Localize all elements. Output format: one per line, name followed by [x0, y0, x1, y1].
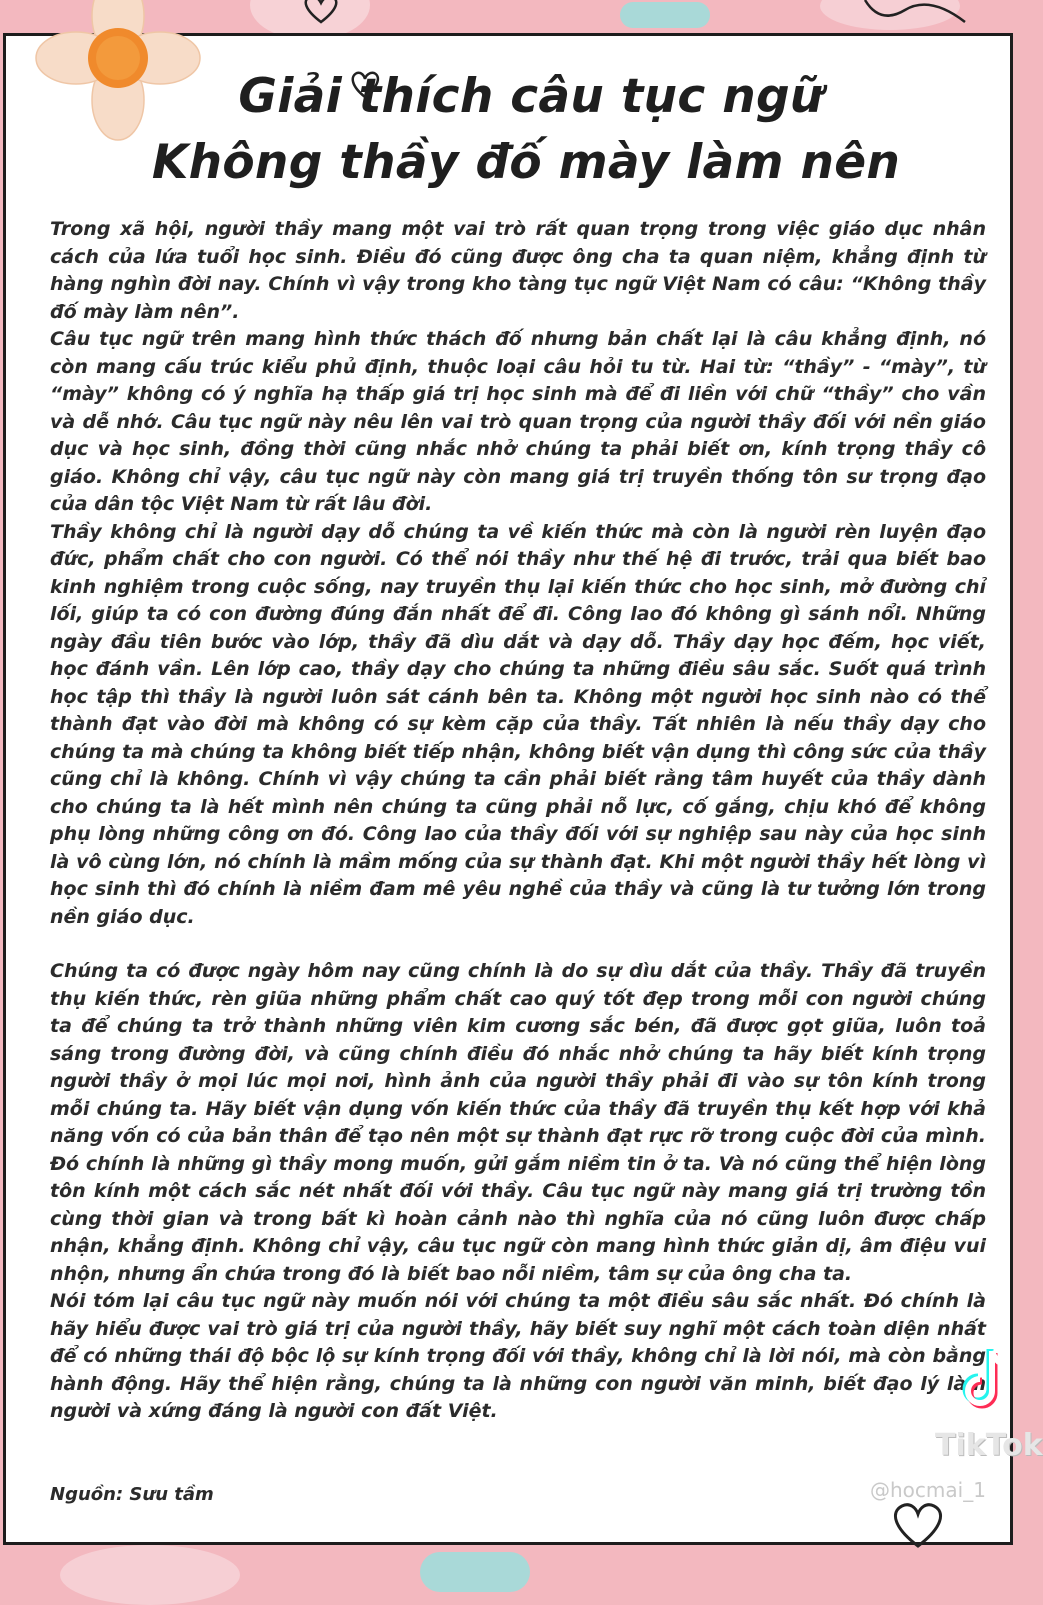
- background-blob: [620, 2, 710, 28]
- paragraph: Thầy không chỉ là người dạy dỗ chúng ta về kiến thức mà còn là người rèn luyện đạo đức, phẩm chất cho con người. Có thể nói thầy như thế hệ đi trước, trải qua biết bao kinh nghiệm trong cuộc sống, nay truyền thụ lại kiến thức cho học sinh, mở đường chỉ lối, giúp ta có con đường đúng đắn nhất để đi. Công lao đó không gì sánh nổi. Những ngày đầu tiên bước vào lớp, thầy đã dìu dắt và dạy dỗ. Thầy dạy học đếm, học viết, học đánh vần. Lên lớp cao, thầy dạy cho chúng ta những điều sâu sắc. Suốt quá trình học tập thì thầy là người luôn sát cánh bên ta. Không một người học sinh nào có thể thành đạt vào đời mà không có sự kèm cặp của thầy. Tất nhiên là nếu thầy dạy cho chúng ta mà chúng ta không biết tiếp nhận, không biết vận dụng thì công sức của thầy cũng chỉ là không. Chính vì vậy chúng ta cần phải biết rằng tâm huyết của thầy dành cho chúng ta là hết mình nên chúng ta cũng phải nỗ lực, cố gắng, chịu khó để không phụ lòng những công ơn đó. Công lao của thầy đối với sự nghiệp sau này của học sinh là vô cùng lớn, nó chính là mầm mống của sự thành đạt. Khi một người thầy hết lòng vì học sinh thì đó chính là niềm đam mê yêu nghề của thầy và cũng là tư tưởng lớn trong nền giáo dục.: [50, 520, 986, 928]
- paragraph: Chúng ta có được ngày hôm nay cũng chính là do sự dìu dắt của thầy. Thầy đã truyền thụ kiến thức, rèn giũa những phẩm chất cao quý tốt đẹp trong mỗi con người chúng ta để chúng ta trở thành những viên kim cương sắc bén, đã được gọt giũa, luôn toả sáng trong đường đời, và cũng chính điều đó nhắc nhở chúng ta hãy biết kính trọng người thầy ở mọi lúc mọi nơi, hình ảnh của người thầy phải đi vào sự tôn kính trong mỗi chúng ta. Hãy biết vận dụng vốn kiến thức của thầy đã truyền thụ kết hợp với khả năng vốn có của bản thân để tạo nên một sự thành đạt rực rỡ trong cuộc đời của mình. Đó chính là những gì thầy mong muốn, gửi gắm niềm tin ở ta. Và nó cũng thể hiện lòng tôn kính một cách sắc nét nhất đối với thầy. Câu tục ngữ này mang giá trị trường tồn cùng thời gian và trong bất kì hoàn cảnh nào thì nghĩa của nó cũng luôn được chấp nhận, khẳng định. Không chỉ vậy, câu tục ngữ còn mang hình thức giản dị, âm điệu vui nhộn, nhưng ẩn chứa trong đó là biết bao nỗi niềm, tâm sự của ông cha ta.: [50, 960, 986, 1285]
- document-card: [3, 33, 1013, 1545]
- source-credit: Nguồn: Sưu tầm: [50, 1484, 214, 1505]
- heart-icon: [300, 0, 342, 24]
- paragraph: Trong xã hội, người thầy mang một vai trò rất quan trọng trong việc giáo dục nhân cách của lứa tuổi học sinh. Điều đó cũng được ông cha ta quan niệm, khẳng định từ hàng nghìn đời nay. Chính vì vậy trong kho tàng tục ngữ Việt Nam có câu: “Không thầy đố mày làm nên”.: [50, 218, 986, 323]
- doodle-line-icon: [860, 0, 970, 30]
- flower-icon: [38, 0, 198, 138]
- tiktok-icon: [962, 1345, 1018, 1415]
- paragraph: Câu tục ngữ trên mang hình thức thách đố nhưng bản chất lại là câu khẳng định, nó còn mang cấu trúc kiểu phủ định, thuộc loại câu hỏi tu từ. Hai từ: “thầy” - “mày”, từ “mày” không có ý nghĩa hạ thấp giá trị học sinh mà để đi liền với chữ “thầy” cho vần và dễ nhớ. Câu tục ngữ này nêu lên vai trò quan trọng của người thầy đối với nền giáo dục và học sinh, đồng thời cũng nhắc nhở chúng ta phải biết ơn, kính trọng thầy cô giáo. Không chỉ vậy, câu tục ngữ này còn mang giá trị truyền thống tôn sư trọng đạo của dân tộc Việt Nam từ rất lâu đời.: [50, 328, 986, 515]
- tiktok-watermark: TikTok: [935, 1428, 1043, 1463]
- essay-body: [50, 216, 986, 1426]
- background-blob: [420, 1552, 530, 1592]
- heart-icon: [348, 70, 382, 100]
- heart-icon: [888, 1500, 948, 1550]
- watermark-handle: @hocmai_1: [870, 1478, 986, 1502]
- title-line-1: Giải thích câu tục ngữ: [238, 69, 824, 124]
- title-line-2: Không thầy đố mày làm nên: [151, 135, 901, 190]
- paragraph: Nói tóm lại câu tục ngữ này muốn nói với chúng ta một điều sâu sắc nhất. Đó chính là hãy hiểu được vai trò giá trị của người thầy, hãy biết suy nghĩ một cách toàn diện nhất để có những thái độ bộc lộ sự kính trọng đối với thầy, không chỉ là lời nói, mà còn bằng hành động. Hãy thể hiện rằng, chúng ta là những con người văn minh, biết đạo lý làm người và xứng đáng là người con đất Việt.: [50, 1290, 986, 1422]
- background-blob: [60, 1545, 240, 1605]
